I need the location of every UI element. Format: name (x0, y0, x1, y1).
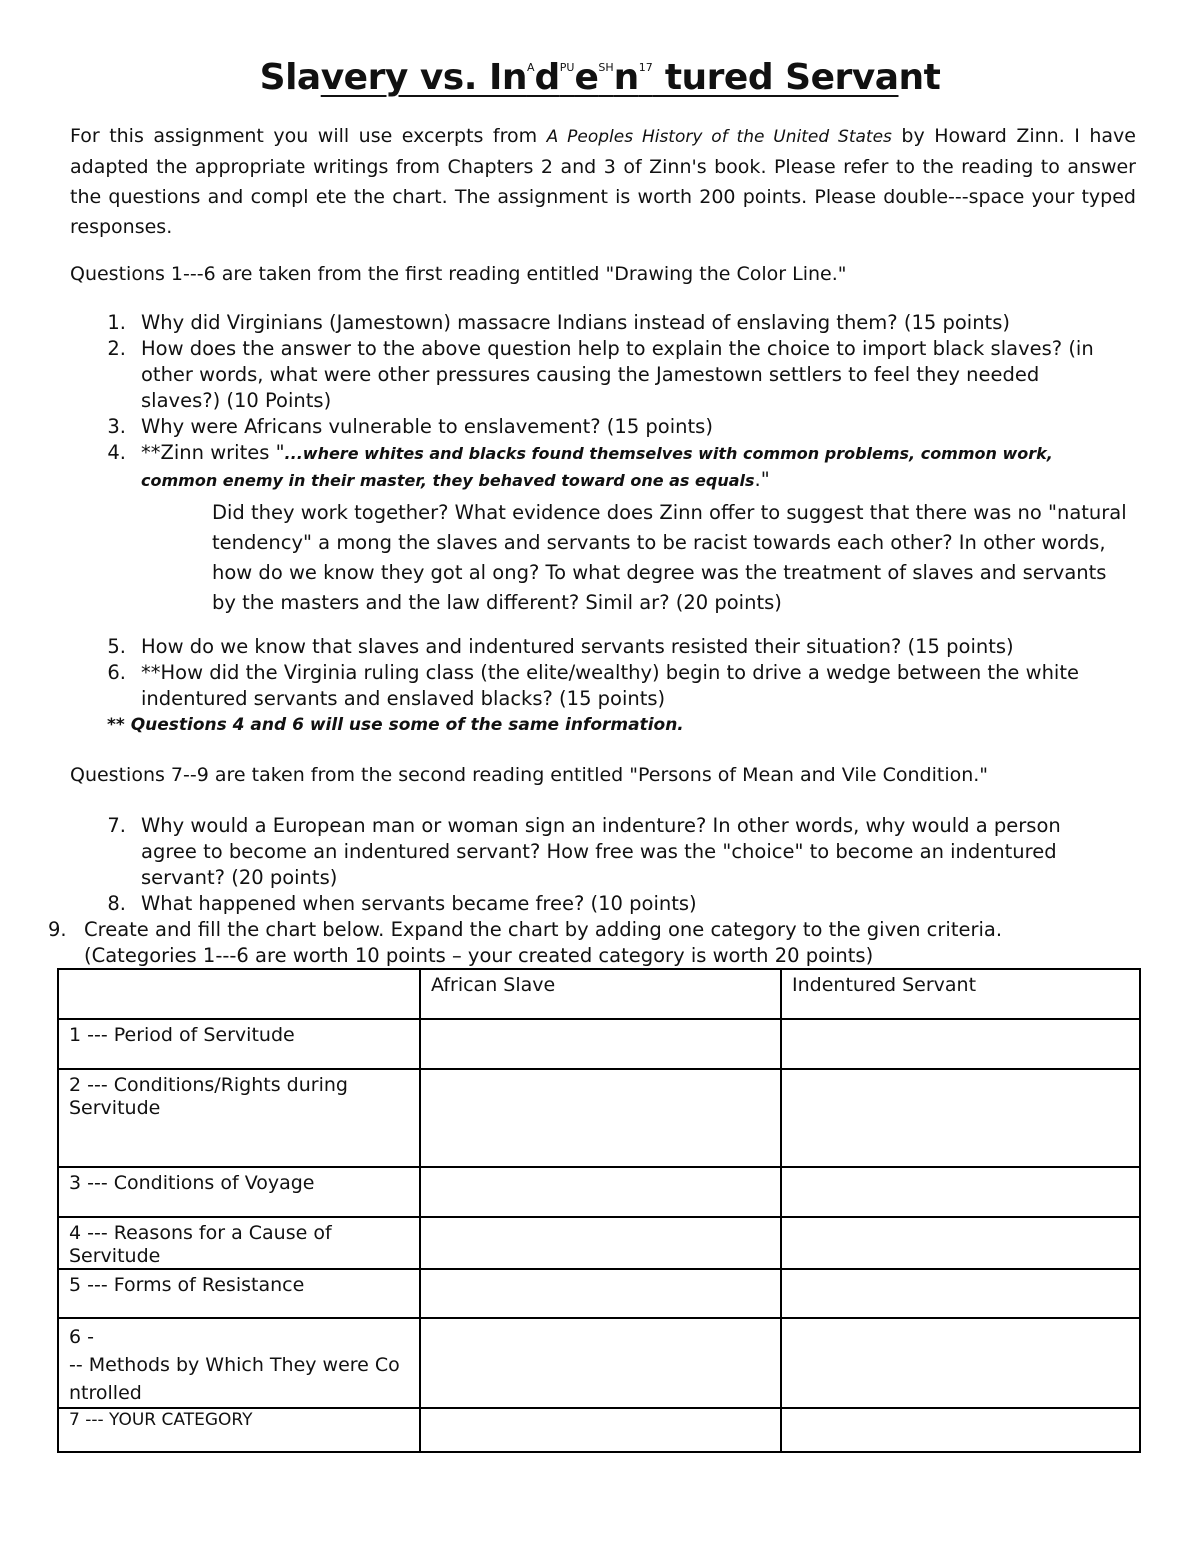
intro-paragraph (70, 121, 1136, 242)
question-text: How does the answer to the above question help to explain the choice to import black slaves? (in other words, what were other pressures causing the Jamestown settlers to feel they needed slaves?) (10 Points) (141, 337, 1094, 412)
question-text: Why were Africans vulnerable to enslavement? (15 points) (141, 415, 713, 438)
answer-cell-servant[interactable] (781, 1217, 1140, 1269)
question-4-details: Did they work together? What evidence does Zinn offer to suggest that there was no "natural tendency" a mong the slaves and servants to be racist towards each other? In other words, how do we know they got al ong? To what degree was the treatment of slaves and servants by the masters and the law different? Simil ar? (20 points) (212, 501, 1127, 614)
question-text: Why would a European man or woman sign an indenture? In other words, why would a person agree to become an indentured servant? How free was the "choice" to become an indentured servant? (20 points) (141, 814, 1061, 889)
answer-cell-servant[interactable] (781, 1167, 1140, 1217)
book-title: A Peoples History of the United States (546, 127, 892, 147)
section2-heading: Questions 7--9 are taken from the second reading entitled "Persons of Mean and Vile Condition." (70, 764, 989, 786)
header-cell-blank[interactable] (58, 969, 420, 1019)
question-text: ." (754, 468, 770, 491)
title-text: n (613, 57, 639, 98)
title-superscript: PU (559, 61, 575, 74)
header-indentured-servant: Indentured Servant (781, 969, 1140, 1019)
question-7 (100, 813, 1100, 891)
row-label: 4 --- Reasons for a Cause of Servitude (58, 1217, 420, 1269)
question-number: 7. (107, 814, 126, 837)
page-title (0, 44, 1200, 102)
chart-row (58, 1069, 1140, 1167)
header-african-slave: African Slave (420, 969, 781, 1019)
questions-note: ** Questions 4 and 6 will use some of the same information. (107, 715, 684, 735)
title-text: nt (898, 57, 941, 98)
comparison-chart (57, 968, 1141, 1453)
answer-cell-servant[interactable] (781, 1019, 1140, 1069)
question-6 (100, 660, 1100, 712)
title-superscript: SH (598, 61, 614, 74)
question-9-points: (Categories 1---6 are worth 10 points – your created category is worth 20 points) (84, 944, 874, 967)
row-label: 5 --- Forms of Resistance (58, 1269, 420, 1318)
chart-row (58, 1269, 1140, 1318)
intro-text: For this assignment you will use excerpts from (70, 125, 547, 147)
chart-row (58, 1318, 1140, 1408)
title-text: e (574, 57, 599, 98)
question-number: 9. (48, 918, 67, 941)
answer-cell-slave[interactable] (420, 1069, 781, 1167)
question-text: Why did Virginians (Jamestown) massacre Indians instead of enslaving them? (15 points) (141, 311, 1010, 334)
title-text: tured Serva (652, 57, 899, 98)
answer-cell-servant[interactable] (781, 1408, 1140, 1452)
section1-heading: Questions 1---6 are taken from the first reading entitled "Drawing the Color Line." (70, 263, 847, 285)
question-3 (100, 414, 1100, 440)
chart-row (58, 1408, 1140, 1452)
question-8 (100, 891, 1100, 917)
question-number: 5. (107, 635, 126, 658)
question-text: Create and fill the chart below. Expand the chart by adding one category to the given criteria. (84, 918, 1003, 941)
row-label: 3 --- Conditions of Voyage (58, 1167, 420, 1217)
answer-cell-slave[interactable] (420, 1408, 781, 1452)
answer-cell-servant[interactable] (781, 1069, 1140, 1167)
answer-cell-slave[interactable] (420, 1217, 781, 1269)
question-text: **How did the Virginia ruling class (the elite/wealthy) begin to drive a wedge between the white indentured servants and enslaved blacks? (15 points) (141, 661, 1079, 710)
row-label: 6 - -- Methods by Which They were Co ntrolled (58, 1318, 420, 1408)
question-1 (100, 310, 1100, 336)
title-superscript: 17 (638, 61, 653, 74)
question-number: 3. (107, 415, 126, 438)
question-text: What happened when servants became free? (10 points) (141, 892, 697, 915)
question-number: 4. (107, 441, 126, 464)
title-superscript: A (526, 61, 535, 74)
question-text: How do we know that slaves and indentured servants resisted their situation? (15 points) (141, 635, 1014, 658)
question-text: **Zinn writes " (141, 441, 285, 464)
answer-cell-servant[interactable] (781, 1269, 1140, 1318)
zinn-quote: ...where whites and blacks found themselves with common problems, common work, common enemy in their master, they behaved toward one as equals (141, 444, 1053, 490)
row-label: 7 --- YOUR CATEGORY (58, 1408, 420, 1452)
question-list-1 (100, 310, 1127, 618)
title-text: very vs. In (320, 57, 527, 98)
row-label: 1 --- Period of Servitude (58, 1019, 420, 1069)
question-5 (100, 634, 1100, 660)
title-text: Sla (259, 57, 321, 98)
title-text: d (534, 57, 560, 98)
chart-row (58, 1019, 1140, 1069)
question-list-3 (100, 813, 1100, 917)
question-9 (48, 917, 1148, 969)
answer-cell-slave[interactable] (420, 1167, 781, 1217)
row-label: 2 --- Conditions/Rights during Servitude (58, 1069, 420, 1167)
intro-text: by Howard Zinn. I have adapted the appropriate writings from Chapters 2 and 3 of Zinn's book. Please refer to the reading to answer the questions and compl ete the chart. The assignment is worth 200 points. Please double---space your typed responses. (70, 125, 1136, 238)
question-number: 1. (107, 311, 126, 334)
chart-header-row (58, 969, 1140, 1019)
chart-row (58, 1167, 1140, 1217)
title-underlined (321, 57, 899, 98)
question-4 (100, 440, 1100, 494)
question-number: 2. (107, 337, 126, 360)
answer-cell-slave[interactable] (420, 1019, 781, 1069)
chart-row (58, 1217, 1140, 1269)
answer-cell-slave[interactable] (420, 1269, 781, 1318)
question-list-2 (100, 634, 1100, 738)
question-2 (100, 336, 1100, 414)
question-number: 6. (107, 661, 126, 684)
answer-cell-slave[interactable] (420, 1318, 781, 1408)
answer-cell-servant[interactable] (781, 1318, 1140, 1408)
question-number: 8. (107, 892, 126, 915)
